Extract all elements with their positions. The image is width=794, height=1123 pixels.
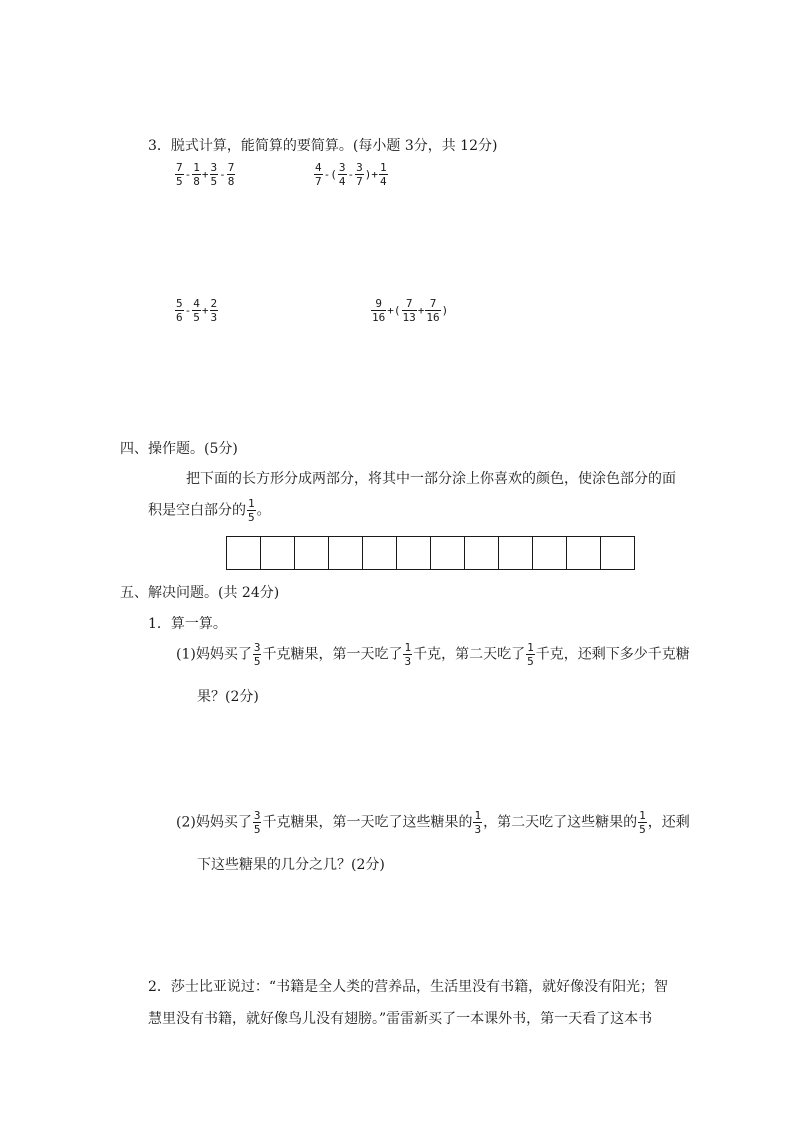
fraction: $\frac{1}{3}$: [474, 809, 482, 836]
expression-3: $\frac{5}{6}$ - $\frac{4}{5}$ + $\frac{2}{3}$: [176, 297, 218, 324]
question1b-line2: 下这些糖果的几分之几？(2分): [197, 857, 385, 873]
fraction: $\frac{3}{5}$: [210, 161, 218, 188]
question1-title: 1．算一算。: [148, 616, 227, 632]
fraction: $\frac{7}{13}$: [402, 297, 416, 324]
expression-2: $\frac{4}{7}$ -( $\frac{3}{4}$ - $\frac{3}{7}$ )+ $\frac{1}{4}$: [315, 161, 387, 188]
fraction: $\frac{1}{5}$: [248, 497, 255, 524]
fraction: $\frac{3}{7}$: [356, 161, 363, 188]
question1a-line2: 果？(2分): [197, 689, 259, 705]
fraction: $\frac{2}{3}$: [210, 297, 218, 324]
grid-cell[interactable]: [227, 537, 261, 569]
fraction: $\frac{7}{5}$: [176, 161, 183, 188]
section4-instruction-line2: 积是空白部分的 $\frac{1}{5}$ 。: [148, 497, 271, 524]
fraction: $\frac{3}{5}$: [253, 809, 261, 836]
section5-title: 五、解决问题。(共 24分): [120, 585, 280, 601]
fraction: $\frac{9}{16}$: [372, 297, 386, 324]
fraction: $\frac{7}{16}$: [426, 297, 440, 324]
grid-cell[interactable]: [567, 537, 601, 569]
fraction: $\frac{4}{5}$: [193, 297, 200, 324]
grid-cell[interactable]: [431, 537, 465, 569]
grid-cell[interactable]: [601, 537, 634, 569]
question2-line2: 慧里没有书籍，就好像鸟儿没有翅膀。”雷雷新买了一本课外书，第一天看了这本书: [148, 1011, 653, 1027]
grid-cell[interactable]: [499, 537, 533, 569]
grid-cell[interactable]: [295, 537, 329, 569]
section4-title: 四、操作题。(5分): [120, 441, 238, 457]
fraction: $\frac{4}{7}$: [315, 161, 322, 188]
fraction: $\frac{1}{3}$: [404, 641, 412, 668]
question1a-line1: (1)妈妈买了 $\frac{3}{5}$ 千克糖果，第一天吃了 $\frac{1}{3}$ 千克，第二天吃了 $\frac{1}{5}$ 千克，还剩下多少千克糖: [176, 641, 690, 668]
fraction: $\frac{5}{6}$: [176, 297, 183, 324]
fraction: $\frac{7}{8}$: [227, 161, 235, 188]
fraction: $\frac{1}{8}$: [193, 161, 200, 188]
grid-cell[interactable]: [397, 537, 431, 569]
grid-cell[interactable]: [465, 537, 499, 569]
expression-4: $\frac{9}{16}$ +( $\frac{7}{13}$ + $\frac{7}{16}$ ): [372, 297, 449, 324]
grid-cell[interactable]: [363, 537, 397, 569]
grid-cell[interactable]: [261, 537, 295, 569]
expression-1: $\frac{7}{5}$ - $\frac{1}{8}$ + $\frac{3}{5}$ - $\frac{7}{8}$: [176, 161, 235, 188]
question1b-line1: (2)妈妈买了 $\frac{3}{5}$ 千克糖果，第一天吃了这些糖果的 $\frac{1}{3}$ ，第二天吃了这些糖果的 $\frac{1}{5}$ ，还剩: [176, 809, 690, 836]
fraction: $\frac{3}{5}$: [253, 641, 261, 668]
fraction: $\frac{1}{5}$: [527, 641, 534, 668]
fraction: $\frac{1}{5}$: [639, 809, 646, 836]
fraction: $\frac{3}{4}$: [338, 161, 346, 188]
rectangle-grid[interactable]: [226, 536, 635, 570]
section3-title: 3．脱式计算，能简算的要简算。(每小题 3分，共 12分): [148, 138, 498, 154]
grid-cell[interactable]: [533, 537, 567, 569]
fraction: $\frac{1}{4}$: [380, 161, 387, 188]
grid-cell[interactable]: [329, 537, 363, 569]
question2-line1: 2．莎士比亚说过：“书籍是全人类的营养品，生活里没有书籍，就好像没有阳光；智: [148, 979, 669, 995]
section4-instruction-line1: 把下面的长方形分成两部分，将其中一部分涂上你喜欢的颜色，使涂色部分的面: [186, 471, 676, 487]
